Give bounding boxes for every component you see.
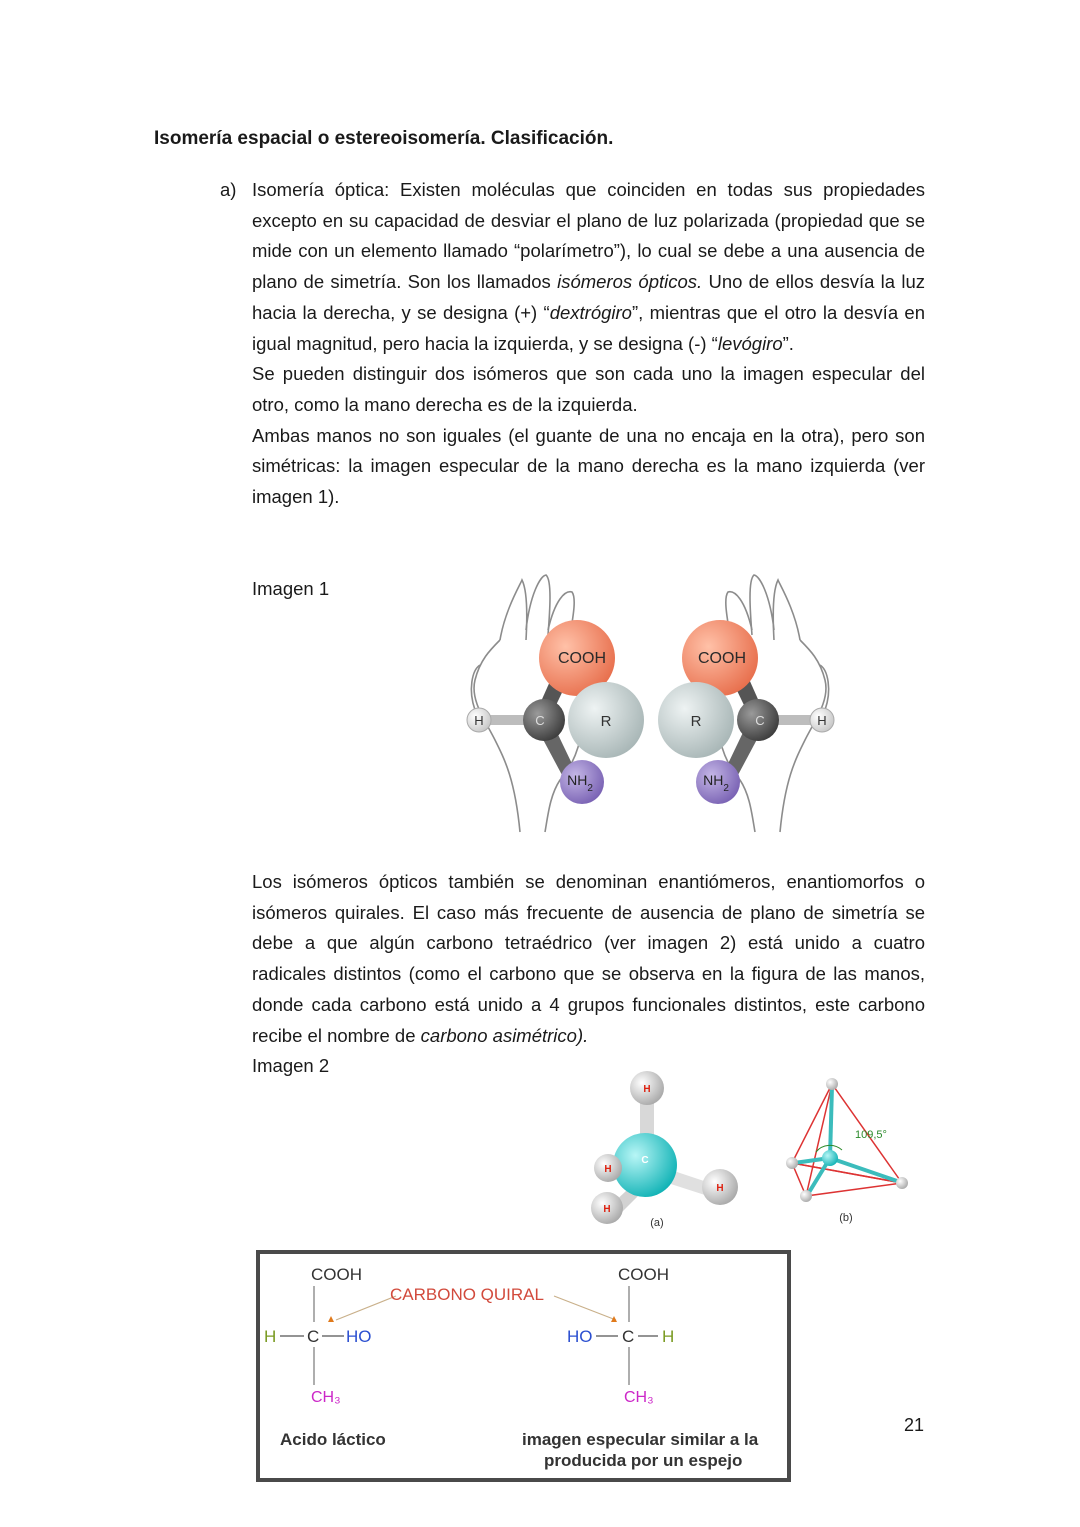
cooh-label: COOH bbox=[558, 650, 606, 667]
hydrogen-atom bbox=[896, 1177, 908, 1189]
nh2-label: $NH_2$ bbox=[567, 772, 593, 794]
paragraph-2: Se pueden distinguir dos isómeros que son cada uno la imagen especular del otro, como la mano derecha es de la izquierda. bbox=[252, 363, 925, 415]
hydrogen-atom bbox=[786, 1157, 798, 1169]
svg-text:H: H bbox=[603, 1204, 611, 1215]
hydrogen-label: H bbox=[662, 1327, 675, 1346]
optical-isomerism-text bbox=[252, 175, 925, 513]
carbon-label: C bbox=[755, 713, 765, 728]
mirror-name-line-1: imagen especular similar a la bbox=[522, 1430, 759, 1449]
methyl-label: CH₃ bbox=[311, 1389, 341, 1406]
lactic-acid-figure bbox=[256, 1250, 791, 1482]
methyl-label: CH₃ bbox=[624, 1389, 654, 1406]
cooh-label: COOH bbox=[311, 1265, 362, 1284]
svg-text:C: C bbox=[641, 1155, 649, 1166]
tetrahedral-carbon-figure bbox=[580, 1068, 920, 1236]
cooh-label: COOH bbox=[698, 650, 746, 667]
hydrogen-atom bbox=[826, 1078, 838, 1090]
svg-text:H: H bbox=[643, 1084, 651, 1095]
hydrogen-label: H bbox=[264, 1327, 277, 1346]
caption-a: (a) bbox=[650, 1217, 664, 1229]
methane-ball-model bbox=[591, 1071, 738, 1229]
carbon-label: C bbox=[622, 1327, 635, 1346]
svg-text:H: H bbox=[716, 1183, 724, 1194]
bond-angle-label: 109,5° bbox=[855, 1129, 887, 1141]
r-label: R bbox=[690, 713, 702, 730]
list-marker: a) bbox=[220, 179, 237, 200]
carbon-label: C bbox=[307, 1327, 320, 1346]
image-2-label: Imagen 2 bbox=[252, 1055, 330, 1076]
svg-text:H: H bbox=[604, 1164, 612, 1175]
paragraph-3: Ambas manos no son iguales (el guante de una no encaja en la otra), pero son simétricas: la imagen especular de la mano derecha es la mano izquierda (ver imagen 1). bbox=[252, 424, 925, 508]
hydroxyl-label: HO bbox=[346, 1327, 372, 1346]
paragraph-1: Isomería óptica: Existen moléculas que coinciden en todas sus propiedades excepto en su capacidad de desviar el plano de luz polarizada (propiedad que se mide con un elemento llamado “polarímetro”), lo cual se debe a una ausencia de plano de simetría. Son los llamados isómeros ópticos. Uno de ellos desvía la luz hacia la derecha, y se designa (+) “dextrógiro”, mientras que el otro la desvía en igual magnitud, pero hacia la izquierda, y se designa (-) “levógiro”. bbox=[252, 179, 925, 354]
lactic-acid-name: Acido láctico bbox=[280, 1430, 386, 1449]
carbon-atom bbox=[822, 1150, 838, 1166]
tetrahedron-model bbox=[786, 1078, 908, 1224]
hydrogen-atom bbox=[800, 1190, 812, 1202]
nh2-label: $NH_2$ bbox=[703, 772, 729, 794]
mirror-name-line-2: producida por un espejo bbox=[544, 1451, 743, 1470]
chiral-hands-figure bbox=[460, 570, 840, 835]
hydrogen-label: H bbox=[817, 713, 827, 728]
image-1-label: Imagen 1 bbox=[252, 578, 330, 599]
hydrogen-label: H bbox=[474, 713, 484, 728]
hydroxyl-label: HO bbox=[567, 1327, 593, 1346]
caption-b: (b) bbox=[839, 1212, 853, 1224]
page-number: 21 bbox=[904, 1415, 925, 1435]
enantiomers-text: Los isómeros ópticos también se denominan enantiómeros, enantiomorfos o isómeros quirales. El caso más frecuente de ausencia de plano de simetría se debe a que algún carbono tetraédrico (ver imagen 2) está unido a cuatro radicales distintos (como el carbono que se observa en la figura de las manos, donde cada carbono está unido a 4 grupos funcionales distintos, este carbono recibe el nombre de carbono asimétrico). bbox=[252, 871, 925, 1046]
chiral-carbon-label: CARBONO QUIRAL bbox=[390, 1285, 544, 1304]
carbon-label: C bbox=[535, 713, 545, 728]
r-label: R bbox=[600, 713, 612, 730]
section-heading: Isomería espacial o estereoisomería. Clasificación. bbox=[154, 128, 614, 149]
cooh-label: COOH bbox=[618, 1265, 669, 1284]
